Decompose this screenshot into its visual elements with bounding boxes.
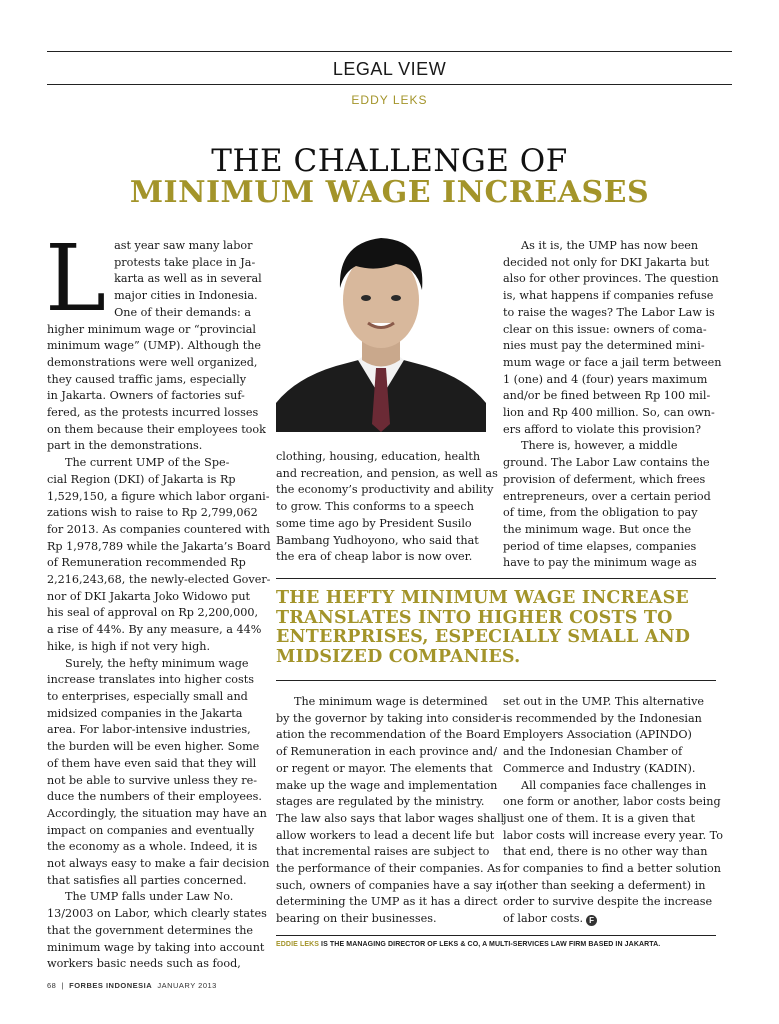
text-line: clear on this issue: owners of coma-: [503, 322, 707, 336]
drop-cap: L: [45, 225, 107, 332]
text-line: higher minimum wage or “provincial: [47, 322, 257, 336]
text-line: workers basic needs such as food,: [47, 957, 241, 971]
text-line: set out in the UMP. This alternative: [503, 695, 705, 708]
text-line: 1 (one) and 4 (four) years maximum: [503, 372, 708, 386]
text-line: protests take place in Ja-: [114, 255, 256, 269]
text-line: karta as well as in several: [114, 272, 262, 286]
text-line: is, what happens if companies refuse: [503, 289, 714, 303]
text-line: period of time elapses, companies: [503, 539, 697, 553]
text-line: entrepreneurs, over a certain period: [503, 489, 711, 503]
text-line: midsized companies in the Jakarta: [47, 706, 243, 720]
text-line: (other than seeking a deferment) in: [503, 878, 706, 892]
author-portrait-illustration: [276, 228, 486, 432]
text-line: decided not only for DKI Jakarta but: [503, 255, 710, 269]
column-3-top: [503, 238, 722, 572]
text-line: some time ago by President Susilo: [276, 516, 472, 530]
text-line: mum wage or face a jail term between: [503, 355, 722, 369]
text-line: There is, however, a middle: [521, 439, 678, 453]
text-line: The law also says that labor wages shall: [276, 811, 505, 825]
text-line: the performance of their companies. As: [276, 862, 501, 876]
author-photo: [276, 228, 486, 432]
author-byline: EDDY LEKS: [351, 93, 428, 107]
text-line: demonstrations were well organized,: [47, 355, 258, 369]
pullquote-rule-top: [276, 578, 716, 579]
text-line: labor costs will increase every year. To: [503, 828, 724, 842]
author-bio: [276, 941, 716, 948]
text-line: of labor costs. F: [503, 911, 716, 928]
text-line: Rp 1,978,789 while the Jakarta’s Board: [47, 539, 271, 553]
text-line: of time, from the obligation to pay: [503, 506, 698, 520]
column-2-bottom: [276, 694, 507, 928]
text-line: zations wish to raise to Rp 2,799,062: [47, 506, 258, 520]
text-line: and/or be fined between Rp 100 mil-: [503, 389, 711, 403]
text-line: that the government determines the: [47, 923, 254, 937]
text-line: Employers Association (APINDO): [503, 728, 692, 742]
text-line: Surely, the hefty minimum wage: [65, 656, 249, 670]
footer-separator: |: [61, 981, 64, 990]
column-2-top: [276, 449, 498, 566]
text-line: duce the numbers of their employees.: [47, 790, 262, 804]
text-line: clothing, housing, education, health: [276, 450, 481, 463]
text-line: ground. The Labor Law contains the: [503, 456, 710, 470]
text-line: to raise the wages? The Labor Law is: [503, 305, 715, 319]
text-line: lion and Rp 400 million. So, can own-: [503, 406, 715, 420]
text-line: order to survive despite the increase: [503, 895, 713, 909]
text-line: All companies face challenges in: [521, 778, 707, 792]
text-line: and the Indonesian Chamber of: [503, 745, 683, 759]
issue-date: JANUARY 2013: [157, 981, 217, 990]
text-line: impact on companies and eventually: [47, 823, 255, 837]
bio-text: IS THE MANAGING DIRECTOR OF LEKS & CO, A MULTI-SERVICES LAW FIRM BASED IN JAKARTA.: [319, 941, 661, 948]
text-line: 1,529,150, a figure which labor organi-: [47, 489, 270, 503]
text-line: stages are regulated by the ministry.: [276, 795, 485, 809]
text-line: Accordingly, the situation may have an: [47, 806, 267, 820]
text-line: the minimum wage. But once the: [503, 522, 692, 536]
text-line: the burden will be even higher. Some: [47, 740, 260, 754]
bio-name: EDDIE LEKS: [276, 941, 320, 948]
text-line: the economy as a whole. Indeed, it is: [47, 840, 258, 854]
text-line: ation the recommendation of the Board: [276, 728, 500, 742]
text-line: for companies to find a better solution: [503, 862, 721, 876]
bio-rule: [276, 935, 716, 936]
text-line: that incremental raises are subject to: [276, 845, 490, 859]
text-line: for 2013. As companies countered with: [47, 522, 270, 536]
text-line: cial Region (DKI) of Jakarta is Rp: [47, 472, 236, 486]
text-line: The current UMP of the Spe-: [65, 456, 230, 470]
text-line: they caused traffic jams, especially: [47, 372, 247, 386]
text-line: nies must pay the determined mini-: [503, 339, 705, 353]
text-line: increase translates into higher costs: [47, 673, 254, 687]
text-line: The minimum wage is determined: [294, 695, 488, 708]
text-line: bearing on their businesses.: [276, 912, 437, 926]
text-line: not be able to survive unless they re-: [47, 773, 257, 787]
text-line: minimum wage by taking into account: [47, 940, 265, 954]
text-line: to enterprises, especially small and: [47, 689, 248, 703]
text-line: 13/2003 on Labor, which clearly states: [47, 907, 267, 921]
top-rule: [47, 51, 732, 52]
section-label: LEGAL VIEW: [332, 59, 447, 79]
text-line: hike, is high if not very high.: [47, 639, 211, 653]
text-line: not always easy to make a fair decision: [47, 857, 270, 871]
text-line: The UMP falls under Law No.: [65, 890, 234, 904]
text-line: of Remuneration in each province and/: [276, 745, 497, 759]
text-line: area. For labor-intensive industries,: [47, 723, 251, 737]
pullquote-rule-bottom: [276, 680, 716, 681]
text-line: in Jakarta. Owners of factories suf-: [47, 389, 245, 403]
text-line: is recommended by the Indonesian: [503, 711, 702, 725]
text-line: As it is, the UMP has now been: [521, 239, 699, 252]
text-line: determining the UMP as it has a direct: [276, 895, 498, 909]
text-line: or regent or mayor. The elements that: [276, 761, 493, 775]
text-line: 2,216,243,68, the newly-elected Gover-: [47, 573, 271, 587]
column-1: [45, 225, 271, 973]
text-line: that end, there is no other way than: [503, 845, 708, 859]
text-line: one form or another, labor costs being: [503, 795, 721, 809]
text-line: also for other provinces. The question: [503, 272, 719, 286]
text-line: by the governor by taking into consider-: [276, 711, 505, 725]
text-line: just one of them. It is a given that: [503, 811, 695, 825]
text-line: Bambang Yudhoyono, who said that: [276, 533, 479, 547]
text-line: ast year saw many labor: [114, 239, 253, 252]
text-line: the economy’s productivity and ability: [276, 483, 494, 497]
text-line: provision of deferment, which frees: [503, 472, 706, 486]
text-line: to grow. This conforms to a speech: [276, 500, 474, 514]
pull-quote-line: MIDSIZED COMPANIES.: [276, 646, 521, 667]
column-3-bottom: [503, 694, 724, 928]
text-line: allow workers to lead a decent life but: [276, 828, 495, 842]
text-line: major cities in Indonesia.: [114, 289, 258, 303]
text-line: ers afford to violate this provision?: [503, 422, 702, 436]
page-number: 68: [47, 981, 57, 990]
text-line: nor of DKI Jakarta Joko Widowo put: [47, 589, 251, 603]
text-line: have to pay the minimum wage as: [503, 556, 697, 570]
text-line: part in the demonstrations.: [47, 439, 203, 453]
text-line: the era of cheap labor is now over.: [276, 550, 473, 564]
text-line: Commerce and Industry (KADIN).: [503, 761, 696, 775]
section-rule: [47, 84, 732, 85]
text-line: on them because their employees took: [47, 422, 266, 436]
text-line: fered, as the protests incurred losses: [47, 406, 259, 420]
text-line: his seal of approval on Rp 2,200,000,: [47, 606, 259, 620]
text-line: such, owners of companies have a say in: [276, 878, 507, 892]
column-1-text: [45, 225, 271, 973]
text-line: One of their demands: a: [114, 305, 252, 319]
text-line: of them have even said that they will: [47, 756, 257, 770]
headline-line-2: MINIMUM WAGE INCREASES: [129, 175, 650, 210]
text-line: that satisfies all parties concerned.: [47, 873, 247, 887]
pull-quote-line: ENTERPRISES, ESPECIALLY SMALL AND: [276, 627, 691, 647]
pull-quote-line: TRANSLATES INTO HIGHER COSTS TO: [276, 607, 673, 628]
headline-line-1: THE CHALLENGE OF: [211, 143, 568, 179]
text-line: make up the wage and implementation: [276, 778, 498, 792]
text-line: and recreation, and pension, as well as: [276, 466, 498, 480]
text-line: a rise of 44%. By any measure, a 44%: [47, 623, 262, 637]
page-footer: [47, 981, 217, 990]
pull-quote-line: THE HEFTY MINIMUM WAGE INCREASE: [276, 588, 689, 608]
magazine-name: FORBES INDONESIA: [69, 981, 153, 990]
pull-quote: [276, 589, 716, 667]
text-line: minimum wage” (UMP). Although the: [47, 339, 262, 353]
end-mark-icon: F: [586, 915, 597, 926]
text-line: of Remuneration recommended Rp: [47, 556, 246, 570]
